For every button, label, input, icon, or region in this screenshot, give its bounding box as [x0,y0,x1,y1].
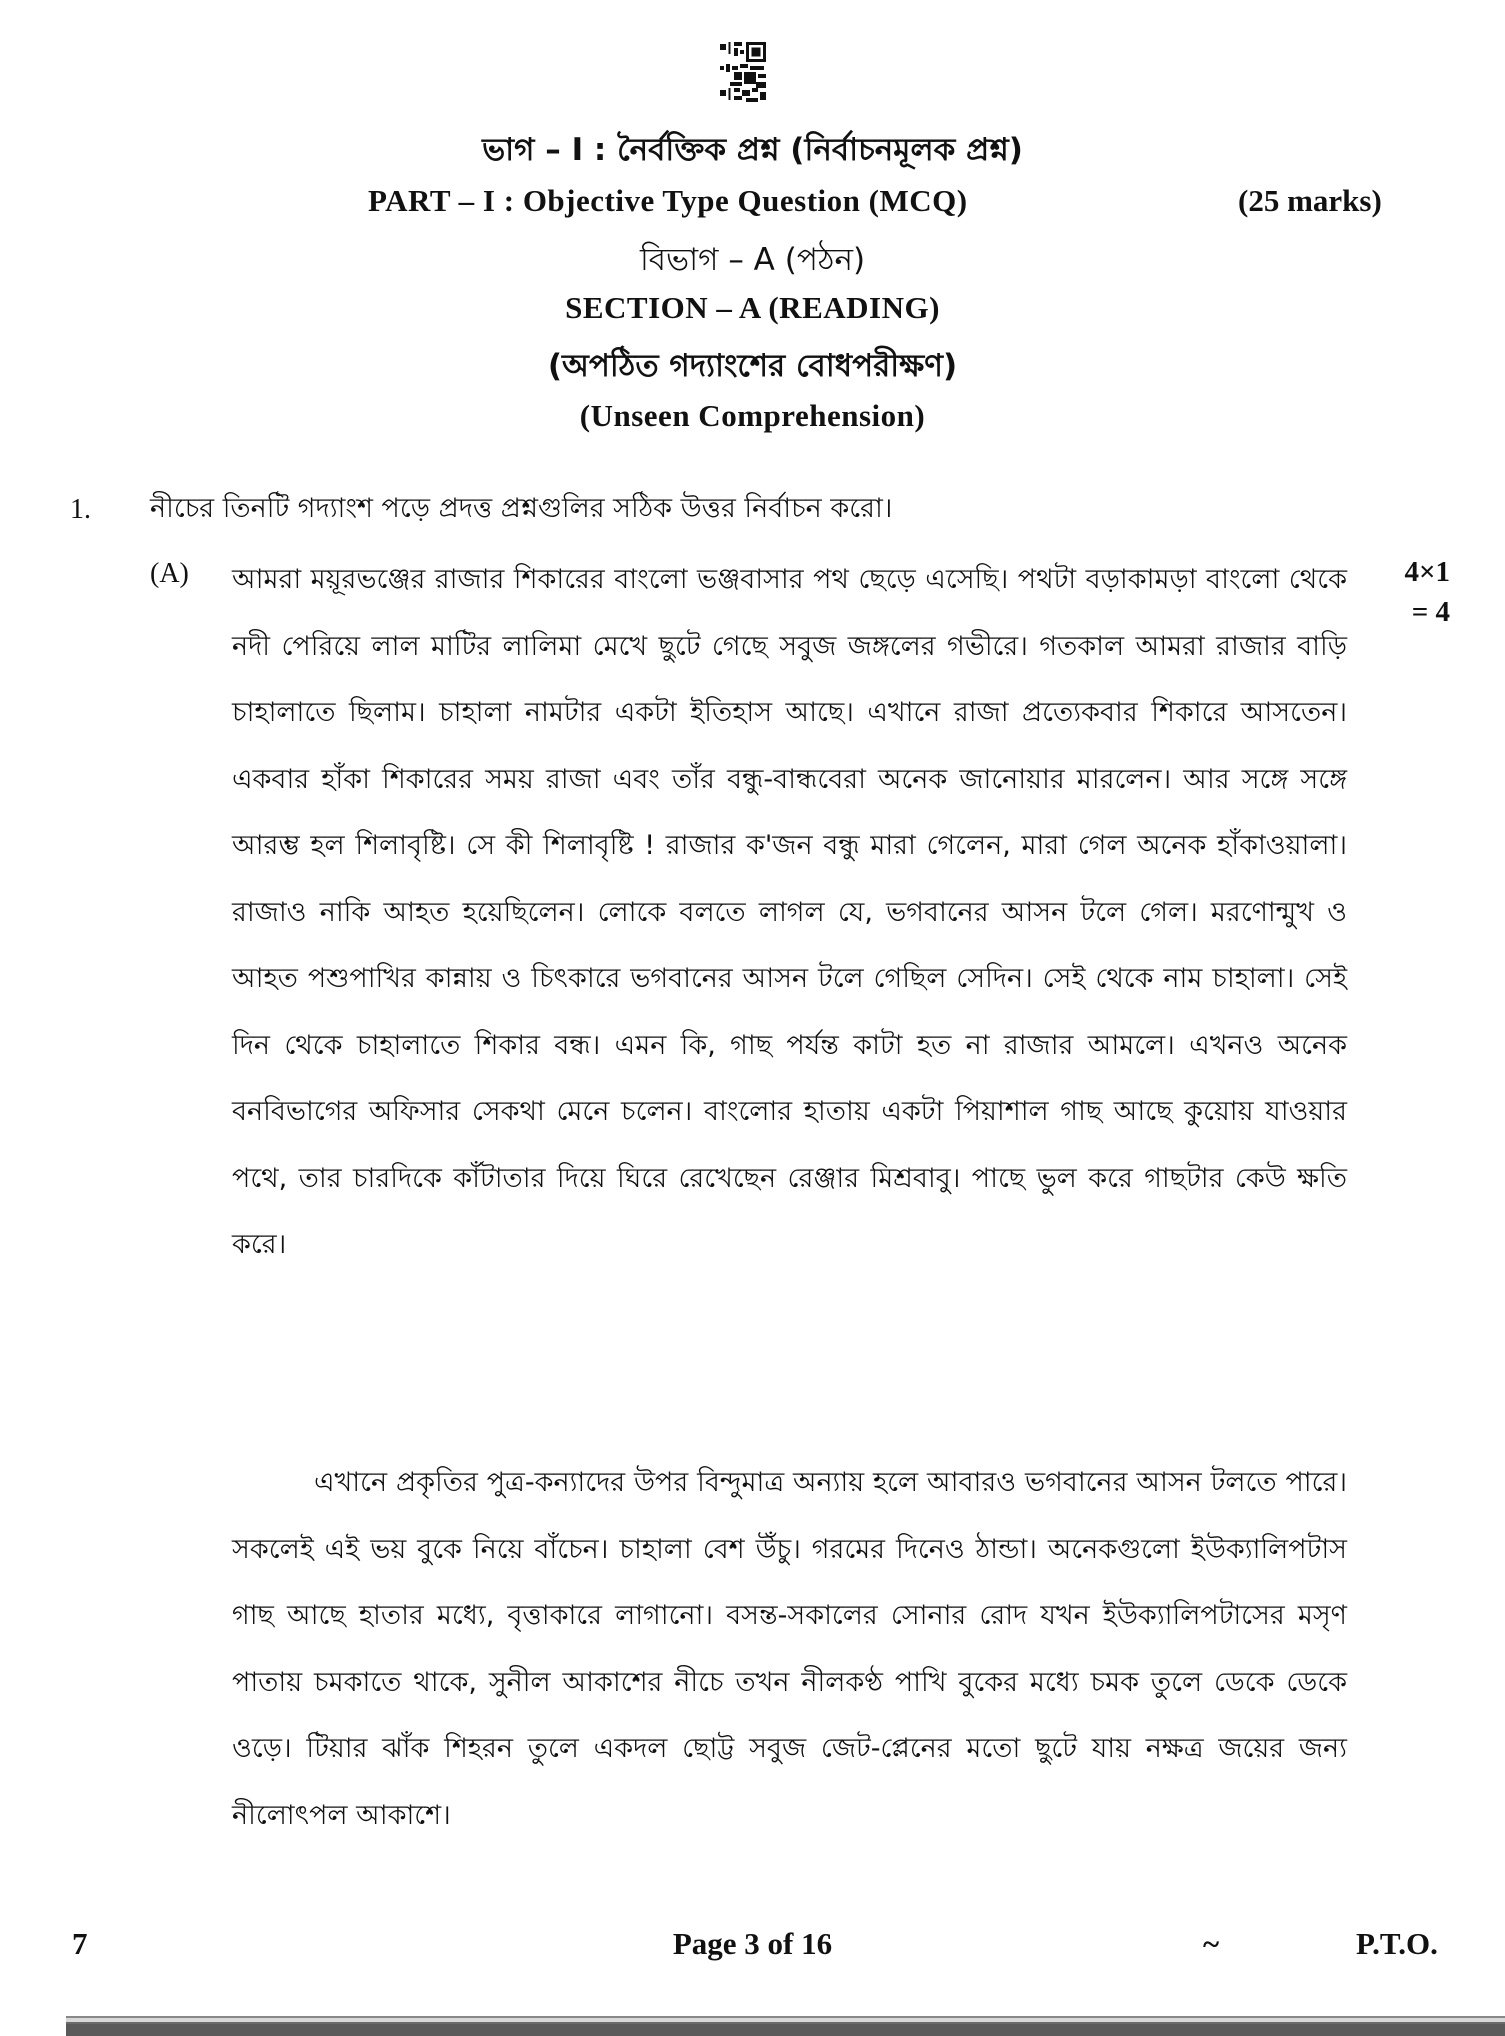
section-title-bengali: বিভাগ – A (পঠন) [639,242,866,278]
section-subtitle-english: (Unseen Comprehension) [579,398,926,433]
section-title-english: SECTION – A (READING) [565,290,940,325]
passage-label: (A) [150,558,189,589]
tilde-mark: ~ [1203,1926,1220,1961]
part-marks: (25 marks) [1238,183,1382,218]
question-instruction: নীচের তিনটি গদ্যাংশ পড়ে প্রদত্ত প্রশ্নগুলির সঠিক উত্তর নির্বাচন করো। [150,493,893,524]
marks-line-1: 4×1 [1404,556,1450,588]
part-title-english: PART – I : Objective Type Question (MCQ) [368,183,968,218]
paragraph-text: আমরা ময়ূরভঞ্জের রাজার শিকারের বাংলো ভঞ্জবাসার পথ ছেড়ে এসেছি। পথটা বড়াকামড়া বাংলো থেকে নদী পেরিয়ে লাল মাটির লালিমা মেখে ছুটে গেছে সবুজ জঙ্গলের গভীরে। গতকাল আমরা রাজার বাড়ি চাহালাতে ছিলাম। চাহালা নামটার একটা ইতিহাস আছে। এখানে রাজা প্রত্যেকবার শিকারে আসতেন। একবার হাঁকা শিকারের সময় রাজা এবং তাঁর বন্ধু-বান্ধবেরা অনেক জানোয়ার মারলেন। আর সঙ্গে সঙ্গে আরম্ভ হল শিলাবৃষ্টি। সে কী শিলাবৃষ্টি ! রাজার ক'জন বন্ধু মারা গেলেন, মারা গেল অনেক হাঁকাওয়ালা। রাজাও নাকি আহত হয়েছিলেন। লোকে বলতে লাগল যে, ভগবানের আসন টলে গেল। মরণোন্মুখ ও আহত পশুপাখির কান্নায় ও চিৎকারে ভগবানের আসন টলে গেছিল সেদিন। সেই থেকে নাম চাহালা। সেই দিন থেকে চাহালাতে শিকার বন্ধ। এমন কি, গাছ পর্যন্ত কাটা হত না রাজার আমলে। এখনও অনেক বনবিভাগের অফিসার সেকথা মেনে চলেন। বাংলোর হাতায় একটা পিয়াশাল গাছ আছে কুয়োয় যাওয়ার পথে, তার চারদিকে কাঁটাতার দিয়ে ঘিরে রেখেছেন রেঞ্জার মিশ্রবাবু। পাছে ভুল করে গাছটার কেউ ক্ষতি করে। [232,564,1347,1260]
please-turn-over: P.T.O. [1356,1926,1438,1961]
passage-paragraph-2 [232,1450,1347,1849]
question-number: 1. [70,494,91,525]
qr-code-icon [718,40,798,120]
part-title-bengali: ভাগ – I : নৈর্বক্তিক প্রশ্ন (নির্বাচনমূলক প্রশ্ন) [482,132,1023,168]
paper-code: 7 [72,1926,88,1961]
page-number: Page 3 of 16 [672,1926,833,1961]
paragraph-text: এখানে প্রকৃতির পুত্র-কন্যাদের উপর বিন্দুমাত্র অন্যায় হলে আবারও ভগবানের আসন টলতে পারে। সকলেই এই ভয় বুকে নিয়ে বাঁচেন। চাহালা বেশ উঁচু। গরমের দিনেও ঠান্ডা। অনেকগুলো ইউক্যালিপটাস গাছ আছে হাতার মধ্যে, বৃত্তাকারে লাগানো। বসন্ত-সকালের সোনার রোদ যখন ইউক্যালিপটাসের মসৃণ পাতায় চমকাতে থাকে, সুনীল আকাশের নীচে তখন নীলকণ্ঠ পাখি বুকের মধ্যে চমক তুলে ডেকে ডেকে ওড়ে। টিয়ার ঝাঁক শিহরন তুলে একদল ছোট্ট সবুজ জেট-প্লেনের মতো ছুটে যায় নক্ষত্র জয়ের জন্য নীলোৎপল আকাশে। [232,1467,1347,1831]
marks-allocation [1380,552,1450,632]
passage-paragraph-1 [232,547,1347,1279]
marks-line-2: = 4 [1411,596,1450,628]
section-subtitle-bengali: (অপঠিত গদ্যাংশের বোধপরীক্ষণ) [547,348,958,384]
footer-rule [66,2016,1505,2036]
